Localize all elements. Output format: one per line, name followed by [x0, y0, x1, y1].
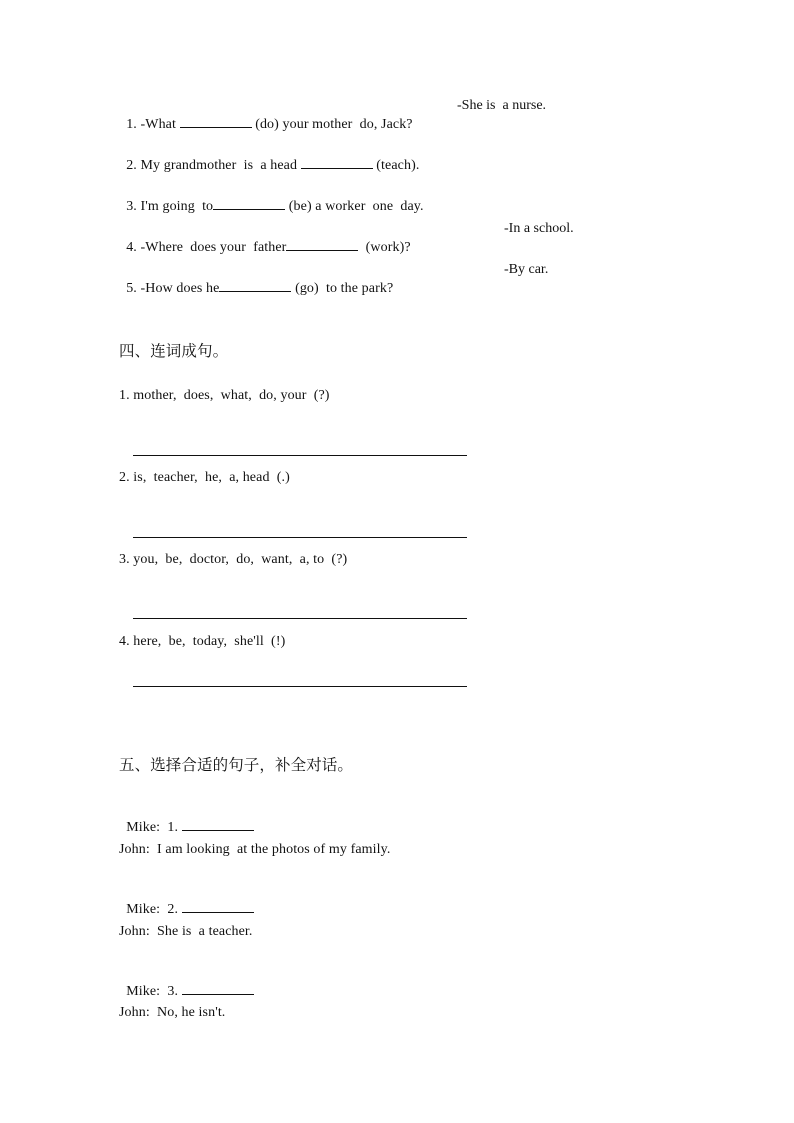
- question-4-hint: (work)?: [358, 240, 411, 255]
- question-1-hint: (do) your mother do, Jack?: [251, 117, 413, 132]
- question-5: [119, 261, 393, 298]
- question-1: [119, 97, 413, 134]
- dialogue-text-3: Mike: 2.: [126, 902, 182, 917]
- question-3-text: 3. I'm going to: [126, 199, 214, 214]
- answer-line-1[interactable]: [133, 455, 467, 456]
- dialogue-blank-1[interactable]: [182, 818, 254, 831]
- answer-blank-4[interactable]: [286, 238, 358, 251]
- question-4-text: 4. -Where does your father: [126, 240, 287, 255]
- dialogue-line-1: [119, 800, 254, 837]
- question-2-hint: (teach).: [372, 158, 420, 173]
- section-4-heading: 四、连词成句。: [119, 342, 229, 360]
- answer-blank-3[interactable]: [213, 197, 285, 210]
- question-5-text: 5. -How does he: [126, 281, 220, 296]
- dialogue-line-2: John: I am looking at the photos of my family.: [119, 842, 391, 857]
- reorder-item-1: 1. mother, does, what, do, your (?): [119, 388, 330, 403]
- dialogue-line-5: [119, 964, 254, 1001]
- question-5-hint: (go) to the park?: [291, 281, 394, 296]
- reorder-item-4: 4. here, be, today, she'll (!): [119, 634, 286, 649]
- question-3: [119, 179, 424, 216]
- answer-line-4[interactable]: [133, 686, 467, 687]
- section-5-heading: 五、选择合适的句子，补全对话。: [119, 756, 354, 774]
- answer-blank-1[interactable]: [180, 115, 252, 128]
- dialogue-blank-2[interactable]: [182, 900, 254, 913]
- answer-blank-2[interactable]: [301, 156, 373, 169]
- answer-line-2[interactable]: [133, 537, 467, 538]
- dialogue-blank-3[interactable]: [182, 982, 254, 995]
- question-1-text: 1. -What: [126, 117, 180, 132]
- question-2: [119, 138, 419, 175]
- answer-blank-5[interactable]: [219, 279, 291, 292]
- question-5-reply: -By car.: [504, 262, 549, 277]
- question-1-reply: -She is a nurse.: [457, 98, 547, 113]
- reorder-item-3: 3. you, be, doctor, do, want, a, to (?): [119, 552, 348, 567]
- question-3-hint: (be) a worker one day.: [285, 199, 424, 214]
- question-2-text: 2. My grandmother is a head: [126, 158, 301, 173]
- question-4: [119, 220, 411, 257]
- dialogue-text-1: Mike: 1.: [126, 820, 182, 835]
- dialogue-text-5: Mike: 3.: [126, 984, 182, 999]
- question-4-reply: -In a school.: [504, 221, 574, 236]
- answer-line-3[interactable]: [133, 618, 467, 619]
- reorder-item-2: 2. is, teacher, he, a, head (.): [119, 470, 290, 485]
- dialogue-line-3: [119, 882, 254, 919]
- dialogue-line-6: John: No, he isn't.: [119, 1005, 226, 1020]
- dialogue-line-4: John: She is a teacher.: [119, 924, 253, 939]
